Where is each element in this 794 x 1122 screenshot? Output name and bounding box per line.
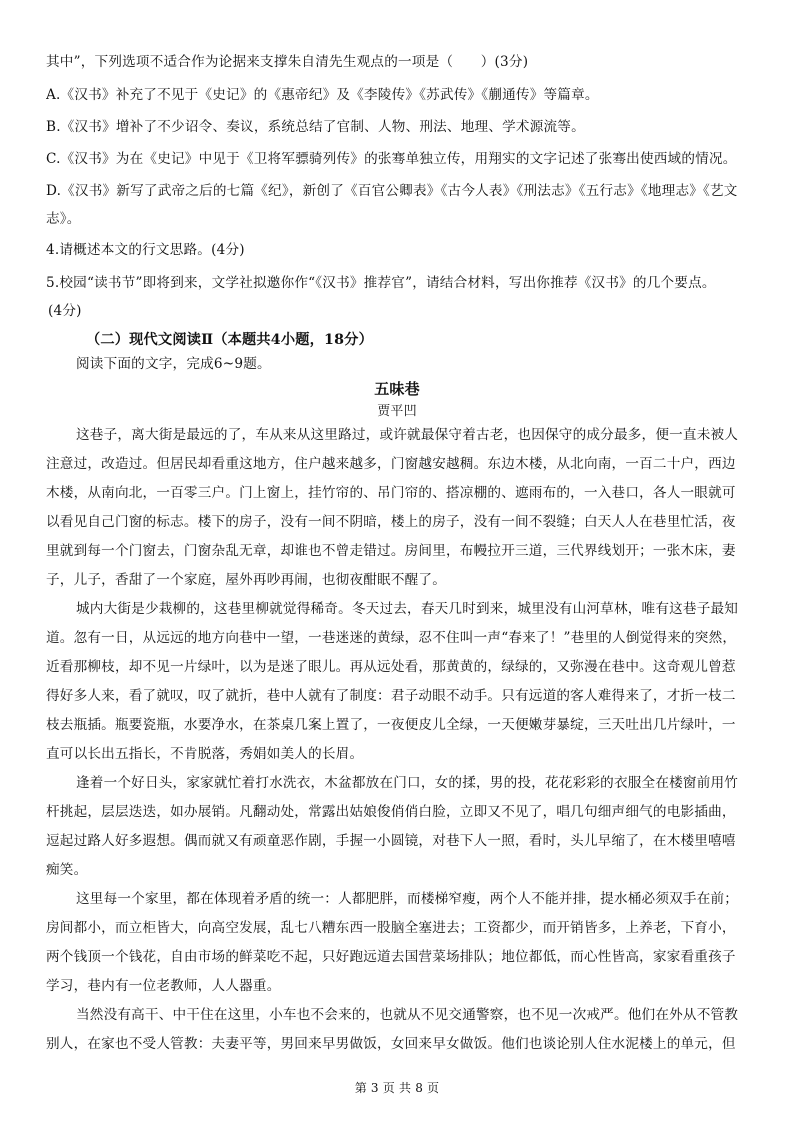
passage-line: 逗起过路人好多遐想。偶而就又有顽童恶作剧，手握一小圆镜，对巷下人一照，看时，头儿早缩了，在木楼里嘻嘻 — [46, 833, 736, 849]
passage-line: 近看那柳枝，却不见一片绿叶，以为是迷了眼儿。再从远处看，那黄黄的，绿绿的，又弥漫在巷中。这奇观儿曾惹 — [46, 659, 736, 675]
passage-line: 当然没有高干、中干住在这里，小车也不会来的，也就从不见交通警察，也不见一次戒严。他们在外从不管教 — [76, 1007, 739, 1023]
passage-line: 房间都小，而立柜皆大，向高空发展，乱七八糟东西一股脑全塞进去；工资都少，而开销皆多，上养老，下育小， — [46, 920, 736, 936]
question5-line2: (4分) — [48, 303, 82, 319]
question3-option-c: C.《汉书》为在《史记》中见于《卫将军骠骑列传》的张骞单独立传，用翔实的文字记述了张骞出使西域的情况。 — [46, 151, 737, 167]
passage-line: 学习，巷内有一位老教师，人人器重。 — [46, 978, 281, 994]
page-footer: 第 3 页 共 8 页 — [354, 1081, 440, 1095]
question3-option-d-cont: 志》。 — [46, 211, 81, 227]
passage-line: 城内大街是少栽柳的，这巷里柳就觉得稀奇。冬天过去，春天几时到来，城里没有山河草林，唯有这巷子最知 — [76, 601, 739, 617]
passage-line: 里就到每一个门窗去，门窗杂乱无章，却谁也不曾走错过。房间里，布幔拉开三道，三代界线划开；一张木床，妻 — [46, 543, 736, 559]
passage-line: 这巷子，离大街是最远的了，车从来从这里路过，或许就最保守着古老，也因保守的成分最多，便一直未被人 — [76, 427, 739, 443]
passage-line: 以看见自己门窗的标志。楼下的房子，没有一间不阴暗，楼上的房子，没有一间不裂缝；白天人人在巷里忙活，夜 — [46, 514, 736, 530]
passage-line: 这里每一个家里，都在体现着矛盾的统一：人都肥胖，而楼梯窄瘦，两个人不能并排，提水桶必须双手在前； — [76, 891, 739, 907]
question3-stem: 其中”，下列选项不适合作为论据来支撑朱自清先生观点的一项是（ ）(3分) — [46, 54, 529, 70]
passage-line: 枝去瓶插。瓶要瓷瓶，水要净水，在茶桌几案上置了，一夜便皮儿全绿，一天便嫩芽暴绽，三天吐出几片绿叶，一 — [46, 717, 736, 733]
section-instruction: 阅读下面的文字，完成6~9题。 — [76, 356, 271, 372]
question5-line1: 5.校园“读书节”即将到来，文学社拟邀你作“《汉书》推荐官”，请结合材料，写出你推荐《汉书》的几个要点。 — [46, 275, 716, 291]
question3-option-d: D.《汉书》新写了武帝之后的七篇《纪》，新创了《百官公卿表》《古今人表》《刑法志》《五行志》《地理志》《艺文 — [46, 183, 738, 199]
passage-line: 痴笑。 — [46, 862, 88, 878]
passage-line: 直可以长出五指长，不肯脱落，秀娟如美人的长眉。 — [46, 746, 364, 762]
passage-line: 注意过，改造过。但居民却看重这地方，住户越来越多，门窗越安越稠。东边木楼，从北向南，一百二十户，西边 — [46, 456, 736, 472]
question4: 4.请概述本文的行文思路。(4分) — [46, 242, 245, 258]
section-heading: （二）现代文阅读Ⅱ（本题共4小题，18分） — [86, 332, 373, 348]
question3-option-a: A.《汉书》补充了不见于《史记》的《惠帝纪》及《李陵传》《苏武传》《蒯通传》等篇章。 — [46, 87, 599, 103]
passage-line: 得好多人来，看了就叹，叹了就折，巷中人就有了制度：君子动眼不动手。只有远道的客人难得来了，才折一枝二 — [46, 688, 736, 704]
question3-option-b: B.《汉书》增补了不少诏令、奏议，系统总结了官制、人物、刑法、地理、学术源流等。 — [46, 119, 585, 135]
passage-line: 木楼，从南向北，一百零三户。门上窗上，挂竹帘的、吊门帘的、搭凉棚的、遮雨布的，一入巷口，各人一眼就可 — [46, 485, 736, 501]
passage-title: 五味巷 — [374, 380, 420, 398]
passage-author: 贾平凹 — [377, 404, 417, 419]
passage-line: 杆挑起，层层迭迭，如办展销。凡翻动处，常露出姑娘俊俏俏白脸，立即又不见了，唱几句细声细气的电影插曲， — [46, 804, 736, 820]
passage-line: 道。忽有一日，从远远的地方向巷中一望，一巷迷迷的黄绿，忍不住叫一声“春来了！”巷里的人倒觉得来的突然， — [46, 630, 737, 646]
passage-line: 逢着一个好日头，家家就忙着打水洗衣，木盆都放在门口，女的揉，男的投，花花彩彩的衣服全在楼窗前用竹 — [76, 775, 739, 791]
passage-line: 两个钱顶一个钱花，自由市场的鲜菜吃不起，只好跑远道去国营菜场排队；地位都低，而心性皆高，家家看重孩子 — [46, 949, 736, 965]
passage-line: 子，儿子，香甜了一个家庭，屋外再吵再闹，也彻夜酣眠不醒了。 — [46, 572, 447, 588]
passage-line: 别人，在家也不受人管教：夫妻平等，男回来早男做饭，女回来早女做饭。他们也谈论别人住水泥楼上的单元，但 — [46, 1036, 736, 1052]
